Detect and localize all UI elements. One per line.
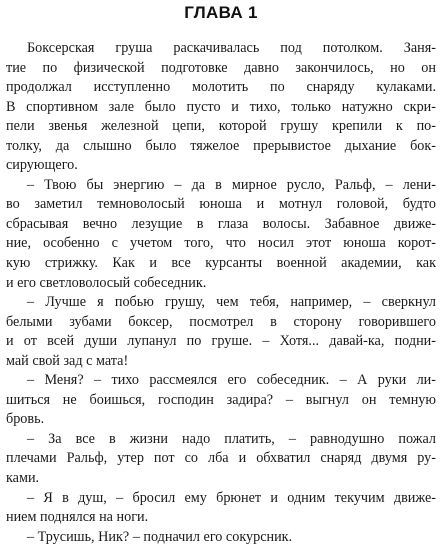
text-line: кую стрижку. Как и все курсанты военной академии, как bbox=[6, 255, 436, 272]
text-line: толку, да слышно было тяжелое прерывистое дыхание бок- bbox=[6, 137, 436, 154]
text-line: тие по физической подготовке давно закончилось, но он bbox=[6, 59, 436, 76]
chapter-body-text bbox=[6, 39, 436, 547]
text-line: май свой зад с мата! bbox=[6, 352, 129, 369]
text-line: во заметил темноволосый юноша и мотнул головой, будто bbox=[6, 196, 436, 213]
text-line: – Трусишь, Ник? – подначил его сокурсник. bbox=[27, 528, 293, 545]
text-line: плечами Ральф, утер пот со лба и обхватил снаряд двумя ру- bbox=[6, 450, 436, 467]
text-line: – За все в жизни надо платить, – равнодушно пожал bbox=[27, 430, 436, 447]
text-line: сбрасывая вечно лезущие в глаза волосы. Забавное движе- bbox=[6, 215, 436, 232]
text-line: нием поднялся на ноги. bbox=[6, 509, 149, 526]
text-line: В спортивном зале было пусто и тихо, только натужно скри- bbox=[6, 98, 436, 115]
text-line: шиться не боишься, господин задира? – выгнул он темную bbox=[6, 391, 436, 408]
text-line: – Твою бы энергию – да в мирное русло, Ральф, – лени- bbox=[27, 176, 436, 193]
text-line: белыми зубами боксер, посмотрел в сторону говорившего bbox=[6, 313, 436, 330]
text-line: – Меня? – тихо рассмеялся его собеседник. – А руки ли- bbox=[27, 372, 436, 389]
text-line: ние, особенно с учетом того, что носил этот юноша корот- bbox=[6, 235, 436, 252]
text-line: Боксерская груша раскачивалась под потолком. Заня- bbox=[27, 40, 436, 56]
text-line: – Я в душ, – бросил ему брюнет и одним текучим движе- bbox=[27, 489, 436, 506]
text-line: ками. bbox=[6, 470, 40, 487]
text-line: бровь. bbox=[6, 411, 45, 428]
text-line: продолжал исступленно молотить по снаряду кулаками. bbox=[6, 79, 436, 96]
text-line: сирующего. bbox=[6, 157, 78, 174]
text-line: пели звенья железной цепи, которой грушу крепили к по- bbox=[6, 118, 436, 135]
text-line: и его светловолосый собеседник. bbox=[6, 274, 207, 291]
text-line: – Лучше я побью грушу, чем тебя, например, – сверкнул bbox=[27, 294, 436, 311]
chapter-title: ГЛАВА 1 bbox=[184, 3, 258, 22]
text-line: и от всей души лупанул по груше. – Хотя... давай-ка, подни- bbox=[6, 333, 436, 350]
